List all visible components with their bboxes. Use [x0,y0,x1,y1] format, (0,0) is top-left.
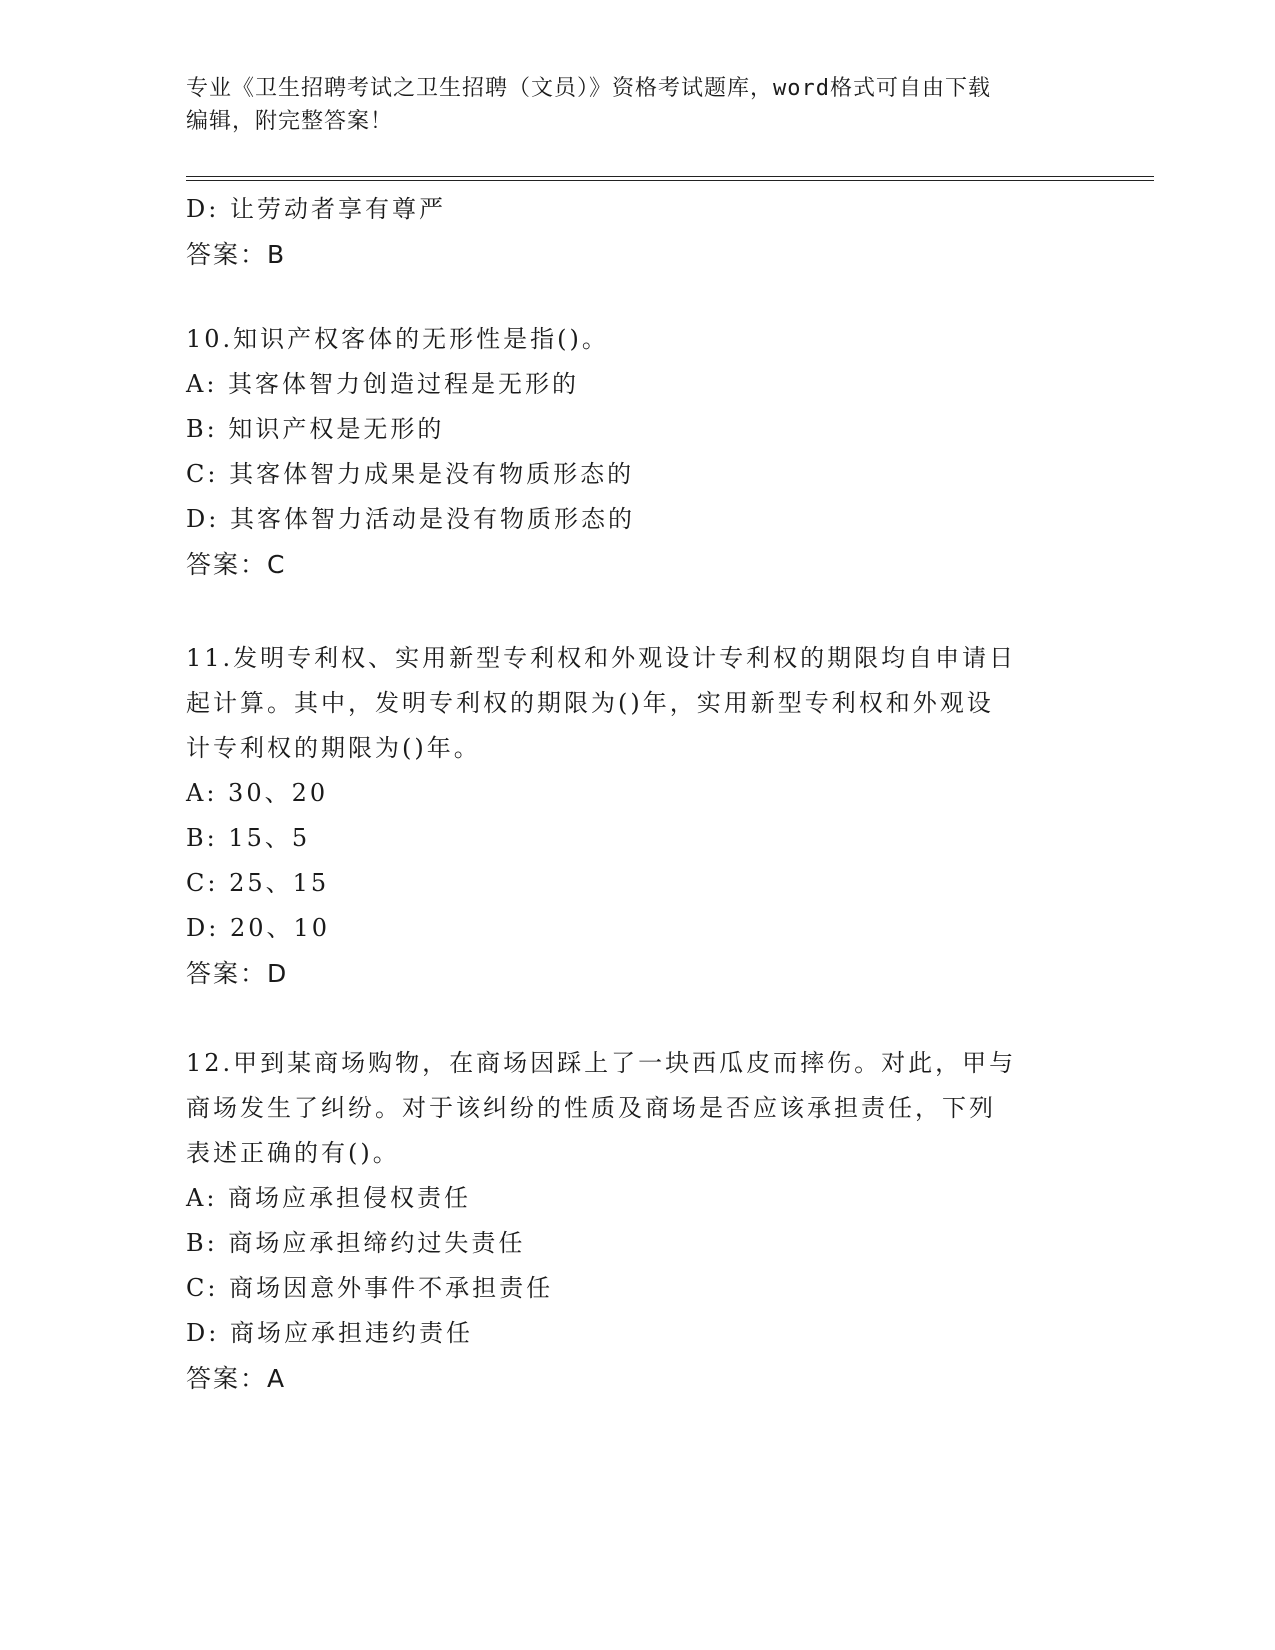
answer-line: 答案：B [186,240,287,269]
option-b: B: 知识产权是无形的 [186,415,445,443]
question-12 [186,1041,1086,1401]
option-c: C: 25、15 [186,869,330,897]
option-c: C: 其客体智力成果是没有物质形态的 [186,460,635,488]
option-b: B: 商场应承担缔约过失责任 [186,1229,526,1257]
question-10 [186,317,1086,587]
header-divider-top [186,176,1154,177]
option-d: D: 让劳动者享有尊严 [186,195,446,223]
option-a: A: 商场应承担侵权责任 [186,1184,472,1212]
option-d: D: 商场应承担违约责任 [186,1319,473,1347]
question-11 [186,636,1086,996]
question-text: 起计算。其中，发明专利权的期限为()年，实用新型专利权和外观设 [186,689,994,717]
header-line-2: 编辑，附完整答案！ [186,109,394,134]
question-text: 10.知识产权客体的无形性是指()。 [186,325,609,353]
question-text: 表述正确的有()。 [186,1139,400,1167]
header-divider-bottom [186,180,1154,181]
option-a: A: 30、20 [186,779,329,807]
header-line-1: 专业《卫生招聘考试之卫生招聘（文员）》资格考试题库，word格式可自由下载 [186,76,991,101]
question-text: 计专利权的期限为()年。 [186,734,481,762]
question-9-tail [186,187,1086,277]
question-text: 12.甲到某商场购物，在商场因踩上了一块西瓜皮而摔伤。对此，甲与 [186,1049,1017,1077]
option-d: D: 其客体智力活动是没有物质形态的 [186,505,635,533]
question-text: 11.发明专利权、实用新型专利权和外观设计专利权的期限均自申请日 [186,644,1017,672]
answer-line: 答案：C [186,550,287,579]
document-header [186,72,1086,138]
answer-line: 答案：A [186,1364,287,1393]
option-c: C: 商场因意外事件不承担责任 [186,1274,554,1302]
option-a: A: 其客体智力创造过程是无形的 [186,370,580,398]
question-text: 商场发生了纠纷。对于该纠纷的性质及商场是否应该承担责任，下列 [186,1094,996,1122]
option-d: D: 20、10 [186,914,331,942]
answer-line: 答案：D [186,959,289,988]
option-b: B: 15、5 [186,824,311,852]
